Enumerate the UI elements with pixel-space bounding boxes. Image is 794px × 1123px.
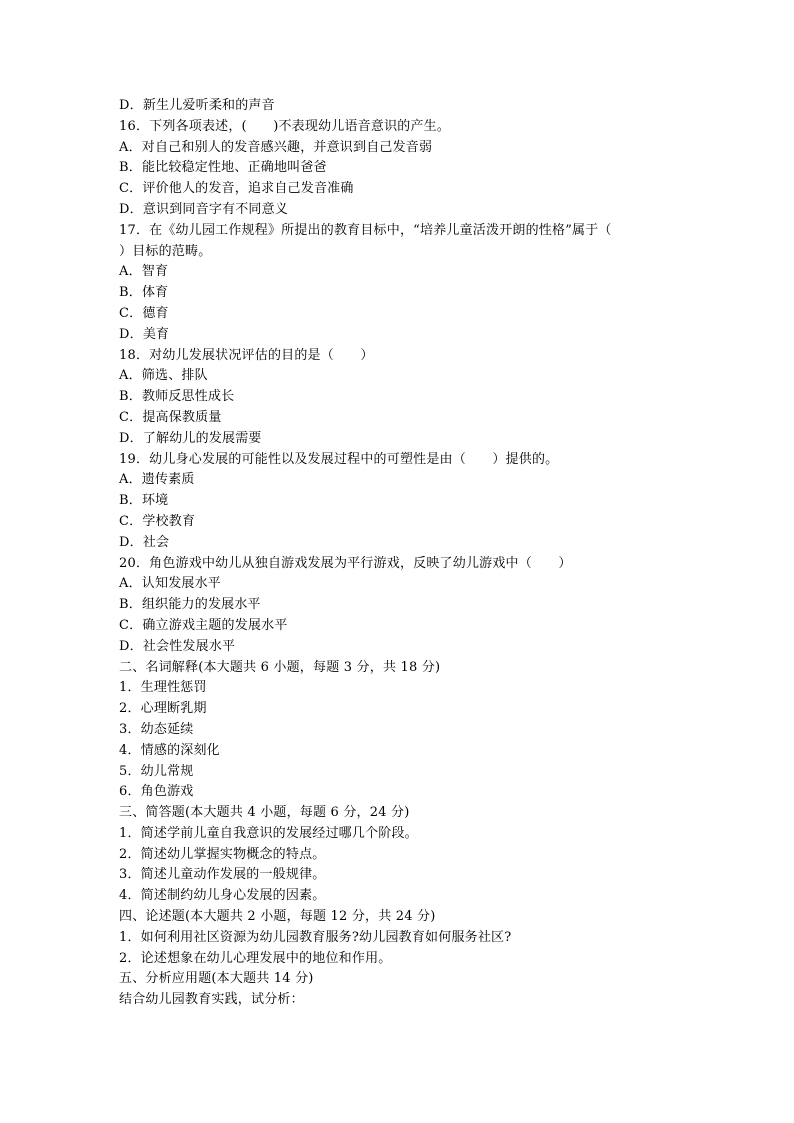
text-line: C．德育 xyxy=(119,305,169,321)
text-line: 20．角色游戏中幼儿从独自游戏发展为平行游戏，反映了幼儿游戏中（ ） xyxy=(119,555,572,571)
text-line: 1．如何利用社区资源为幼儿园教育服务?幼儿园教育如何服务社区? xyxy=(119,929,512,945)
text-line: 3．幼态延续 xyxy=(119,721,194,737)
text-line: 4．情感的深刻化 xyxy=(119,742,220,758)
text-line: A．认知发展水平 xyxy=(119,576,221,592)
text-line: 2．论述想象在幼儿心理发展中的地位和作用。 xyxy=(119,950,392,966)
text-line: D．意识到同音字有不同意义 xyxy=(119,201,289,217)
text-line: D．新生儿爱听柔和的声音 xyxy=(119,98,275,113)
text-line: 2．心理断乳期 xyxy=(119,701,207,717)
text-line: D．社会性发展水平 xyxy=(119,638,236,654)
text-line: B．组织能力的发展水平 xyxy=(119,597,261,613)
text-line: B．体育 xyxy=(119,285,169,301)
text-line: A．遗传素质 xyxy=(119,472,195,488)
text-line: 结合幼儿园教育实践，试分析： xyxy=(119,992,304,1008)
text-line: D．了解幼儿的发展需要 xyxy=(119,430,262,446)
text-line: ）目标的范畴。 xyxy=(119,243,212,259)
text-line: 四、论述题(本大题共 2 小题，每题 12 分，共 24 分) xyxy=(119,909,436,925)
text-line: 二、名词解释(本大题共 6 小题，每题 3 分，共 18 分) xyxy=(119,659,441,675)
text-line: C．确立游戏主题的发展水平 xyxy=(119,617,288,633)
text-line: C．评价他人的发音，追求自己发音准确 xyxy=(119,181,354,197)
text-line: A．智育 xyxy=(119,264,169,280)
text-line: B．教师反思性成长 xyxy=(119,389,235,405)
text-line: D．美育 xyxy=(119,326,170,342)
text-line: D．社会 xyxy=(119,534,170,550)
text-line: A．筛选、排队 xyxy=(119,368,208,384)
text-line: 五、分析应用题(本大题共 14 分) xyxy=(119,971,314,987)
text-line: 2．简述幼儿掌握实物概念的特点。 xyxy=(119,846,326,862)
text-line: C．提高保教质量 xyxy=(119,409,222,425)
text-line: 16．下列各项表述，( )不表现幼儿语音意识的产生。 xyxy=(119,118,451,134)
text-line: 3．简述儿童动作发展的一般规律。 xyxy=(119,867,326,883)
text-line: A．对自己和别人的发音感兴趣，并意识到自己发音弱 xyxy=(119,139,433,155)
text-line: 18．对幼儿发展状况评估的目的是（ ） xyxy=(119,347,374,363)
text-line: B．环境 xyxy=(119,493,169,509)
text-line: 5．幼儿常规 xyxy=(119,763,194,779)
text-line: 4．简述制约幼儿身心发展的因素。 xyxy=(119,888,326,904)
text-line: 6．角色游戏 xyxy=(119,784,194,800)
text-line: 19．幼儿身心发展的可能性以及发展过程中的可塑性是由（ ）提供的。 xyxy=(119,451,559,467)
document-body xyxy=(119,96,679,1011)
text-line: 17．在《幼儿园工作规程》所提出的教育目标中，“培养儿童活泼开朗的性格”属于（ xyxy=(119,222,612,238)
text-line: B．能比较稳定性地、正确地叫爸爸 xyxy=(119,160,327,176)
text-line: 1．简述学前儿童自我意识的发展经过哪几个阶段。 xyxy=(119,825,418,841)
text-line: 1．生理性惩罚 xyxy=(119,680,207,696)
text-line: C．学校教育 xyxy=(119,513,196,529)
text-line: 三、简答题(本大题共 4 小题，每题 6 分，24 分) xyxy=(119,805,410,821)
